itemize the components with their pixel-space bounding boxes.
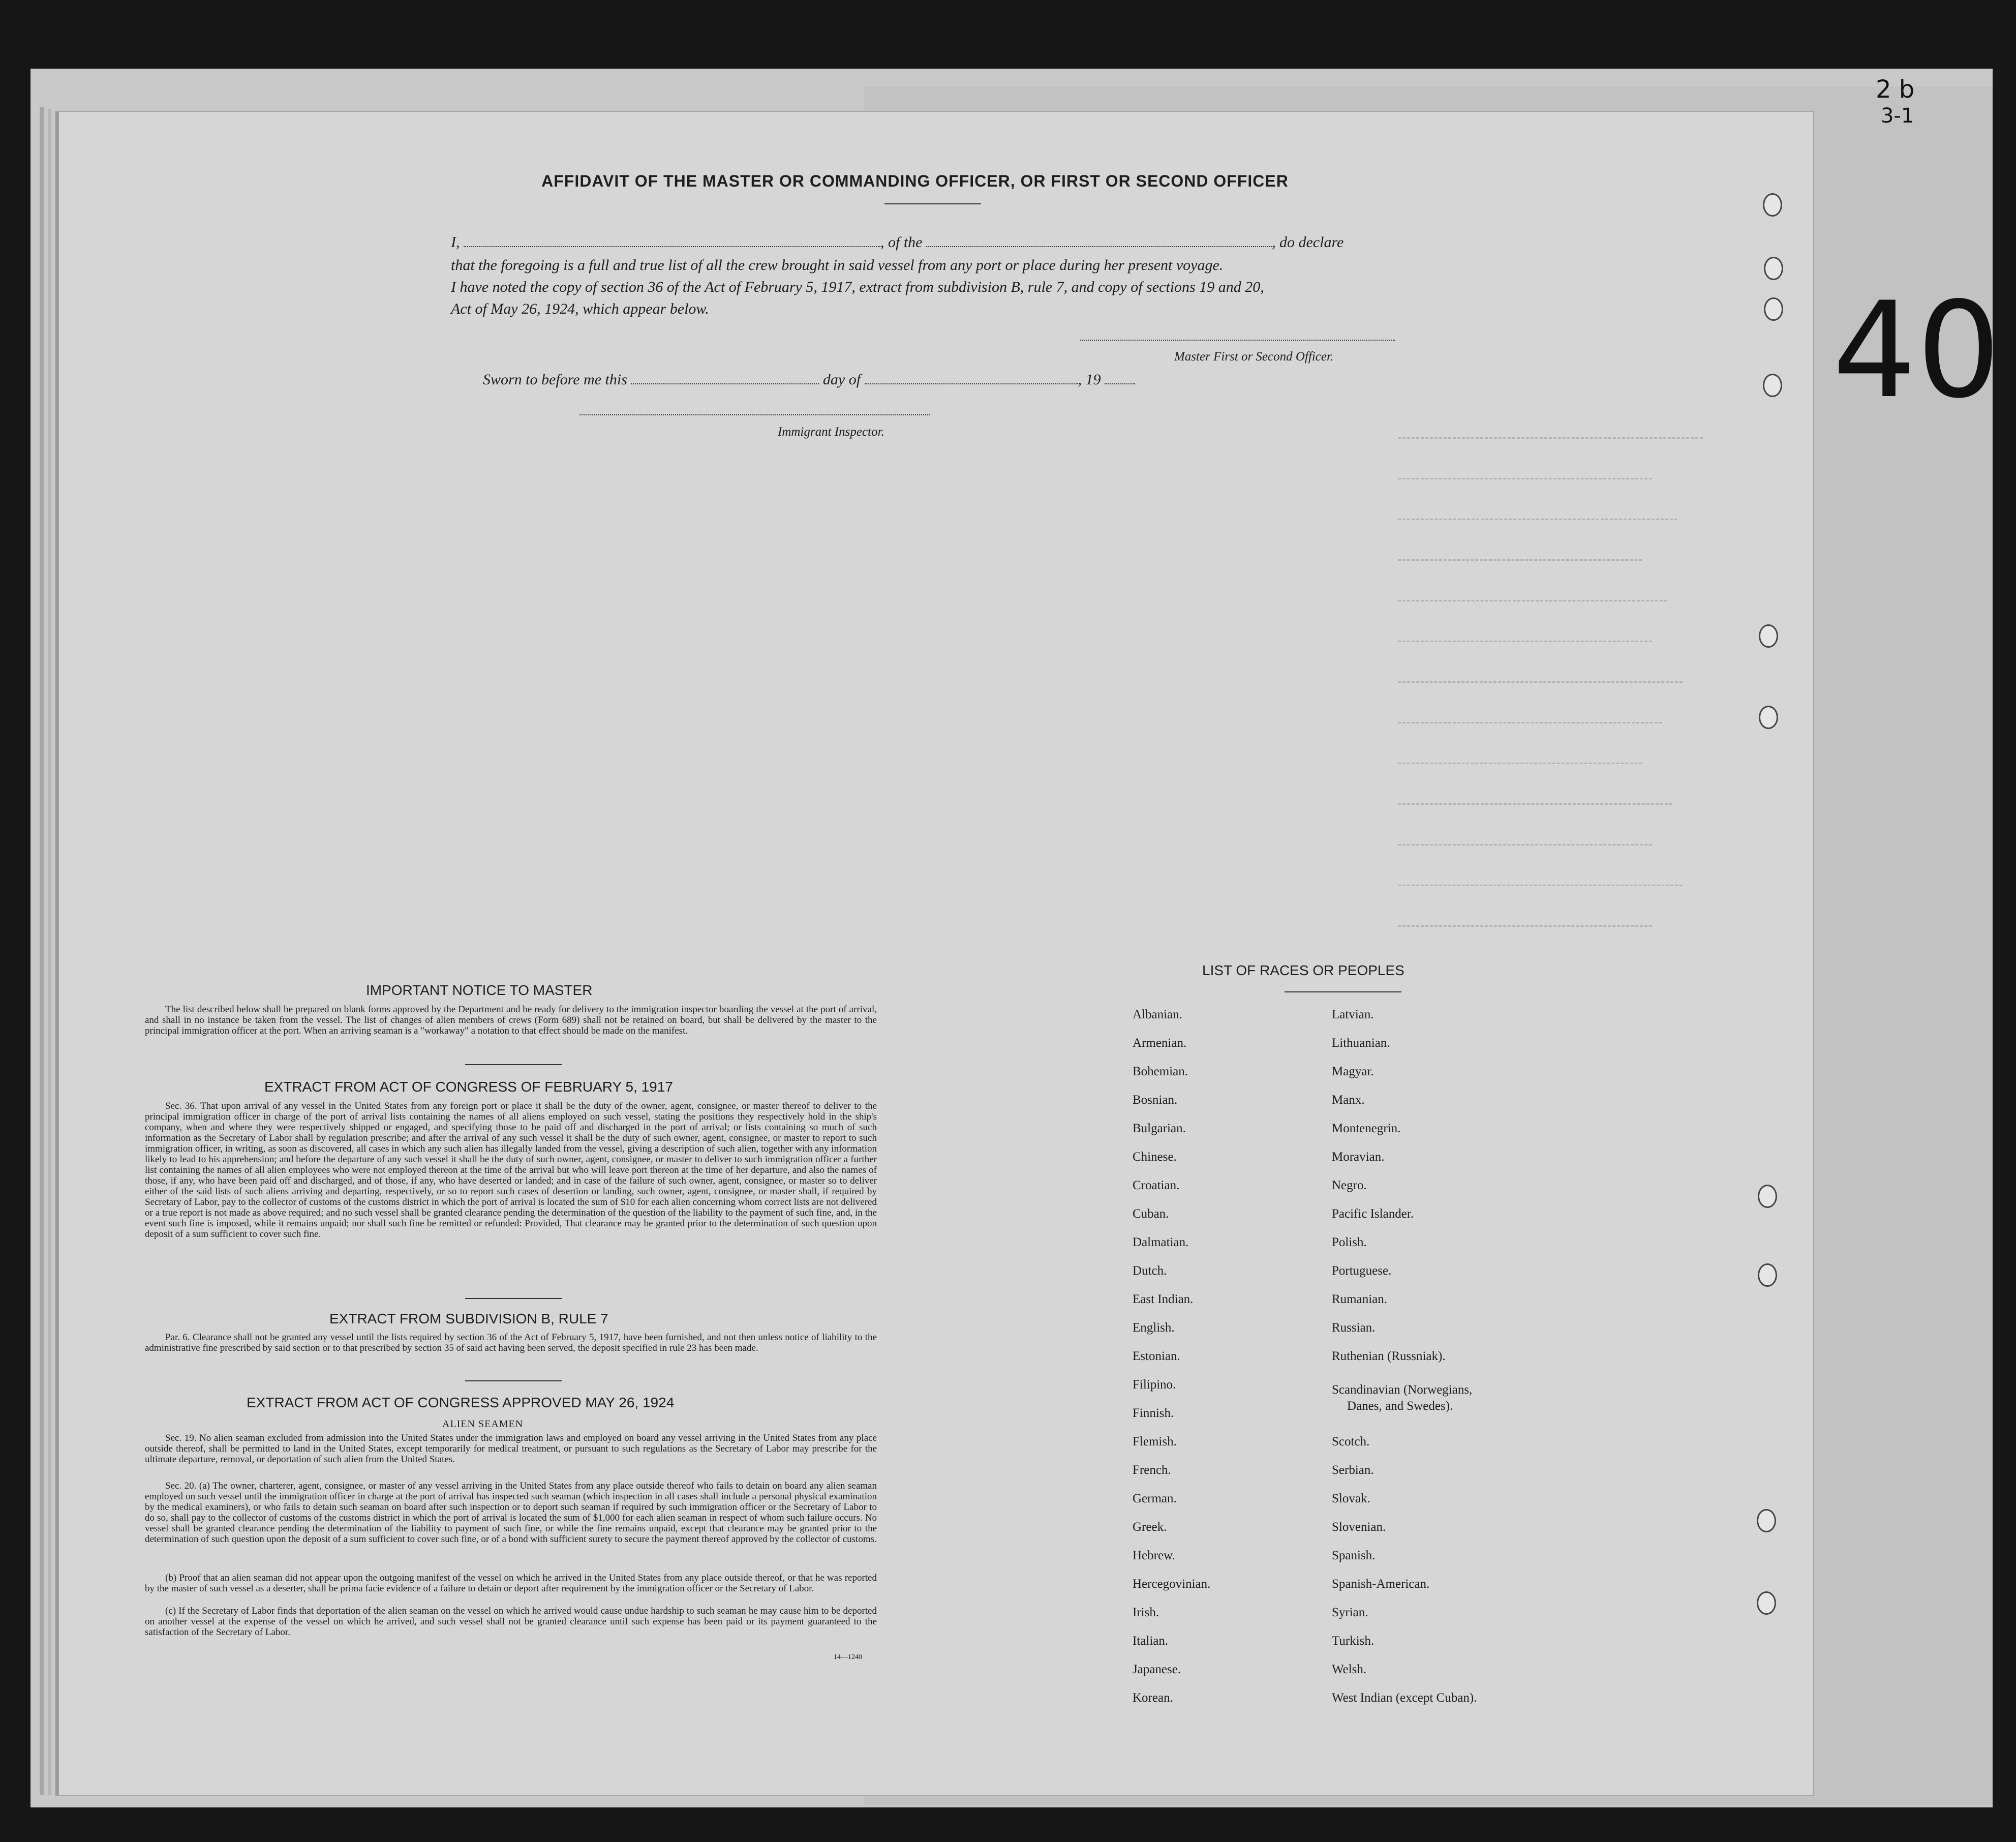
name-field[interactable] [464,246,880,247]
divider [884,203,981,204]
binder-hole [1763,374,1782,397]
extract1-body: Sec. 36. That upon arrival of any vessel in the United States from any foreign port or place it shall be the duty of the owner, agent, consignee, or master thereof to deliver to the principal immigration officer in charge of the port of arrival lists containing the names of all aliens employed on such vessel, stating the positions they respectively hold in the ship's company, when and where they were respectively shipped or engaged, and specifying those to be paid off and discharged in the port of arrival; or lists containing so much of such information as the Secretary of Labor shall by regulation prescribe; and after the arrival of any such vessel it shall be the duty of such owner, agent, consignee, or master to report to such immigration officer, in writing, as soon as discovered, all cases in which any such alien has illegally landed from the vessel, giving a description of such alien, together with any information likely to lead to his apprehension; and before the departure of any such vessel it shall be the duty of such owner, agent, consignee, or master to deliver to such immigration officer a further list containing the names of all alien employees who were not employed thereon at the time of the arrival but who will leave port thereon at the time of her departure, and also the names of those, if any, who have been paid off and discharged, and of those, if any, who have deserted or landed; and in case of the failure of such owner, agent, consignee, or master so to deliver either of the said lists of such aliens arriving and departing, respectively, or so to report such cases of desertion or landing, such owner, agent, consignee, or master shall, if required by Secretary of Labor, pay to the collector of customs of the customs district in which the port of arrival is located the sum of $10 for each alien concerning whom correct lists are not delivered or a true report is not made as above required; and no such vessel shall be granted clearance pending the determination of the question of the liability to the payment of such fine, and, in the event such fine is imposed, while it remains unpaid; nor shall such fine be remitted or refunded: Provided, That clearance may be granted prior to the determination of such question upon deposit of a sum sufficient to cover such fine. [145,1101,877,1240]
affidavit-line-4: Act of May 26, 1924, which appear below. [451,300,709,317]
binder-hole [1758,1263,1777,1287]
race-item: Armenian. [1133,1036,1187,1050]
divider [465,1064,562,1065]
year-label: , 19 [1078,371,1101,388]
race-item: Portuguese. [1332,1264,1392,1278]
extract3-subtitle: ALIEN SEAMEN [442,1418,524,1430]
race-item: Magyar. [1332,1065,1374,1078]
form-number: 14—1240 [834,1653,862,1661]
race-item: Latvian. [1332,1008,1374,1021]
race-item: Syrian. [1332,1606,1368,1619]
sec20b-body: (b) Proof that an alien seaman did not appear upon the outgoing manifest of the vessel on which he arrived in the United States from any place outside thereof, or that he was reported by the master of such vessel as a deserter, shall be prima facie evidence of a failure to detain or deport after requirement by the immigration officer or the Secretary of Labor. [145,1573,877,1594]
binder-hole [1757,1591,1776,1615]
page-edge [40,107,44,1795]
race-item: Albanian. [1133,1008,1182,1021]
binder-hole [1764,257,1783,280]
divider [1285,991,1401,992]
race-item: French. [1133,1463,1171,1477]
race-item: Danes, and Swedes). [1347,1399,1453,1413]
race-item: Polish. [1332,1235,1367,1249]
sec19-body: Sec. 19. No alien seaman excluded from admission into the United States under the immigration laws and employed on board any vessel arriving in the United States from any place outside thereof, shall be permitted to land in the United States, except temporarily for medical treatment, or pursuant to such regulations as the Secretary of Labor may prescribe for the ultimate departure, removal, or deportation of such alien from the United States. [145,1433,877,1465]
race-item: Chinese. [1133,1150,1177,1164]
binder-hole [1763,193,1782,217]
race-item: Pacific Islander. [1332,1207,1414,1221]
binder-hole [1764,297,1783,321]
race-item: English. [1133,1321,1175,1335]
race-item: West Indian (except Cuban). [1332,1691,1477,1705]
inspector-field[interactable] [579,414,930,415]
race-item: Finnish. [1133,1406,1174,1420]
sec20a-body: Sec. 20. (a) The owner, charterer, agent, consignee, or master of any vessel arriving in the United States from any place outside thereof who fails to detain on board any alien seaman employed on such vessel until the immigration officer in charge at the port of arrival has inspected such seaman (which inspection in all cases shall include a personal physical examination by the medical examiners), or who fails to detain such seaman on board after such inspection or to deport such seaman if required by such immigration officer or the Secretary of Labor to do so, shall pay to the collector of customs of the customs district in which the port of arrival is located the sum of $1,000 for each alien seaman in respect of whom such failure occurs. No vessel shall be granted clearance pending the determination of the liability to payment of such fine, or while the fine remains unpaid, except that clearance may be granted prior to the determination of such question upon the deposit of a sum sufficient to cover such fine, or of a bond with sufficient surety to secure the payment thereof approved by the collector of customs. [145,1481,877,1545]
page-number: 40 [1832,274,2001,428]
affidavit-line-1 [451,231,1417,254]
race-item: Spanish-American. [1332,1577,1430,1591]
divider [465,1298,562,1299]
race-item: German. [1133,1492,1177,1505]
month-field[interactable] [865,383,1078,384]
race-item: Greek. [1133,1520,1167,1534]
race-item: Rumanian. [1332,1292,1388,1306]
race-item: Slovak. [1332,1492,1370,1505]
binder-hole [1759,624,1778,648]
notice-title: IMPORTANT NOTICE TO MASTER [366,982,593,998]
races-title: LIST OF RACES OR PEOPLES [1202,962,1404,978]
affidavit-line-2: that the foregoing is a full and true list of all the crew brought in said vessel from any port or place during her present voyage. [451,257,1224,274]
race-item: Bosnian. [1133,1093,1178,1107]
sec20c-body: (c) If the Secretary of Labor finds that deportation of the alien seaman on the vessel on which he arrived would cause undue hardship to such seaman he may cause him to be deported on another vessel at the expense of the vessel on which he arrived, and such vessel shall not be granted clearance until such expense has been paid or its payment guaranteed to the satisfaction of the Secretary of Labor. [145,1606,877,1638]
race-item: Scotch. [1332,1435,1370,1448]
extract1-title: EXTRACT FROM ACT OF CONGRESS OF FEBRUARY 5, 1917 [264,1079,673,1095]
extract2-body: Par. 6. Clearance shall not be granted any vessel until the lists required by section 36 of the Act of February 5, 1917, have been furnished, and not then unless notice of liability to the administrative fine prescribed by said section or to that prescribed by section 35 of said act having been served, the deposit specified in rule 23 has been made. [145,1332,877,1353]
notice-body: The list described below shall be prepared on blank forms approved by the Department and be ready for delivery to the immigration inspector boarding the vessel at the port of arrival, and shall in no instance be taken from the vessel. The list of changes of alien members of crews (Form 689) shall not be retained on board, but shall be delivered by the master to the principal immigration officer at the port. When an arriving seaman is a "workaway" a notation to that effect should be made on the manifest. [145,1004,877,1036]
signature-label: Master First or Second Officer. [1174,350,1334,364]
race-item: Turkish. [1332,1634,1374,1648]
race-item: Bohemian. [1133,1065,1188,1078]
race-item: Ruthenian (Russniak). [1332,1349,1446,1363]
race-item: Flemish. [1133,1435,1177,1448]
signature-field[interactable] [1080,340,1395,341]
sworn-line [483,369,1135,391]
year-field[interactable] [1105,383,1135,384]
vessel-field[interactable] [926,246,1272,247]
race-item: Montenegrin. [1332,1122,1401,1135]
binder-hole [1759,706,1778,729]
inspector-label: Immigrant Inspector. [778,425,884,439]
race-item: Moravian. [1332,1150,1385,1164]
extract2-title: EXTRACT FROM SUBDIVISION B, RULE 7 [329,1311,608,1326]
day-field[interactable] [631,383,819,384]
race-item: Lithuanian. [1332,1036,1390,1050]
race-item: Japanese. [1133,1663,1181,1676]
race-item: Cuban. [1133,1207,1169,1221]
race-item: Estonian. [1133,1349,1180,1363]
race-item: Serbian. [1332,1463,1374,1477]
i-label: I, [451,234,460,251]
divider [465,1380,562,1381]
affidavit-title: AFFIDAVIT OF THE MASTER OR COMMANDING OFFICER, OR FIRST OR SECOND OFFICER [541,172,1289,190]
race-item: Italian. [1133,1634,1169,1648]
race-item: Negro. [1332,1179,1367,1192]
race-item: Filipino. [1133,1378,1176,1392]
race-item: Manx. [1332,1093,1365,1107]
race-item: Hercegovinian. [1133,1577,1211,1591]
day-of-label: day of [822,371,861,388]
race-item: Dutch. [1133,1264,1167,1278]
race-item: Bulgarian. [1133,1122,1186,1135]
race-item: Irish. [1133,1606,1159,1619]
sworn-label: Sworn to before me this [483,371,627,388]
affidavit-line-3: I have noted the copy of section 36 of the Act of February 5, 1917, extract from subdivision B, rule 7, and copy of sections 19 and 20, [451,279,1264,295]
race-item: Russian. [1332,1321,1376,1335]
race-item: Spanish. [1332,1549,1376,1562]
binder-hole [1758,1185,1777,1208]
extract3-title: EXTRACT FROM ACT OF CONGRESS APPROVED MAY 26, 1924 [247,1395,675,1410]
race-item: Hebrew. [1133,1549,1175,1562]
race-item: Dalmatian. [1133,1235,1189,1249]
race-item: Slovenian. [1332,1520,1386,1534]
do-declare-label: , do declare [1272,234,1344,251]
binder-hole [1757,1509,1776,1532]
page-edge-inner [48,109,51,1795]
of-the-label: , of the [880,234,923,251]
race-item: Croatian. [1133,1179,1180,1192]
race-item: Korean. [1133,1691,1173,1705]
race-item: Welsh. [1332,1663,1367,1676]
race-item: East Indian. [1133,1292,1194,1306]
corner-note-1: 2 b [1876,75,1915,104]
race-item: Scandinavian (Norwegians, [1332,1383,1473,1397]
corner-note-2: 3-1 [1881,104,1914,128]
